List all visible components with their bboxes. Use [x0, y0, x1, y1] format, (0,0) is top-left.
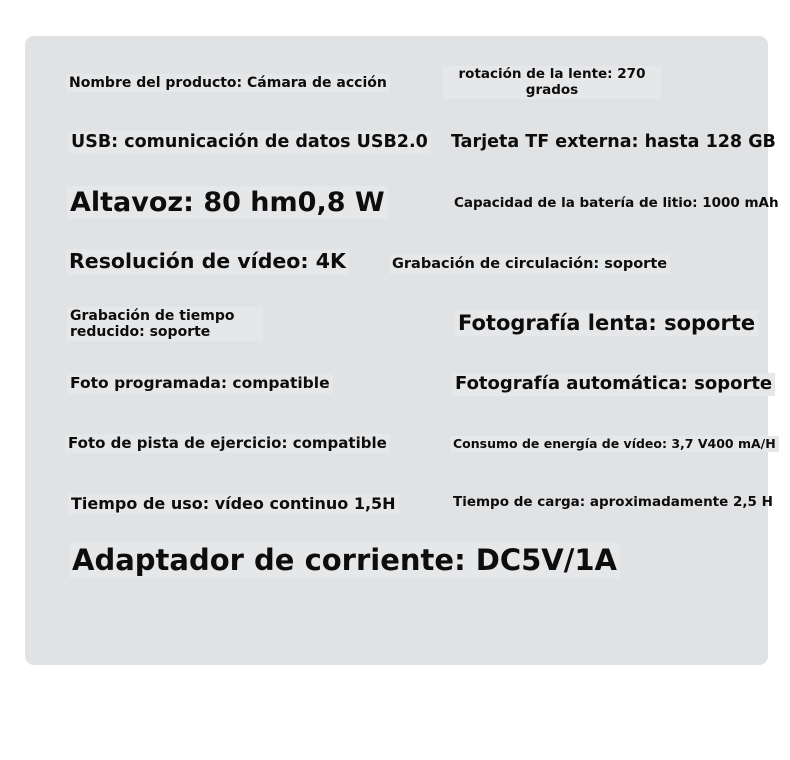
spec-usage-time: Tiempo de uso: vídeo continuo 1,5H	[68, 494, 399, 514]
spec-timelapse: Grabación de tiempo reducido: soporte	[67, 307, 263, 341]
spec-video-power: Consumo de energía de vídeo: 3,7 V400 mA/H	[450, 436, 779, 452]
spec-loop-recording: Grabación de circulación: soporte	[389, 255, 670, 274]
spec-power-adapter: Adaptador de corriente: DC5V/1A	[69, 543, 620, 578]
spec-usb: USB: comunicación de datos USB2.0	[68, 131, 431, 153]
spec-product-name: Nombre del producto: Cámara de acción	[66, 74, 390, 92]
spec-auto-photo: Fotografía automática: soporte	[452, 373, 775, 396]
spec-track-photo: Foto de pista de ejercicio: compatible	[65, 434, 390, 453]
spec-charge-time: Tiempo de carga: aproximadamente 2,5 H	[453, 494, 773, 510]
spec-timed-photo: Foto programada: compatible	[67, 374, 333, 394]
spec-battery: Capacidad de la batería de litio: 1000 mAh	[454, 195, 779, 211]
spec-tf-card: Tarjeta TF externa: hasta 128 GB	[451, 132, 776, 152]
spec-slow-motion: Fotografía lenta: soporte	[455, 310, 758, 336]
spec-lens-rotation: rotación de la lente: 270 grados	[443, 66, 661, 99]
spec-video-resolution: Resolución de vídeo: 4K	[66, 249, 349, 275]
spec-speaker: Altavoz: 80 hm0,8 W	[67, 186, 388, 219]
